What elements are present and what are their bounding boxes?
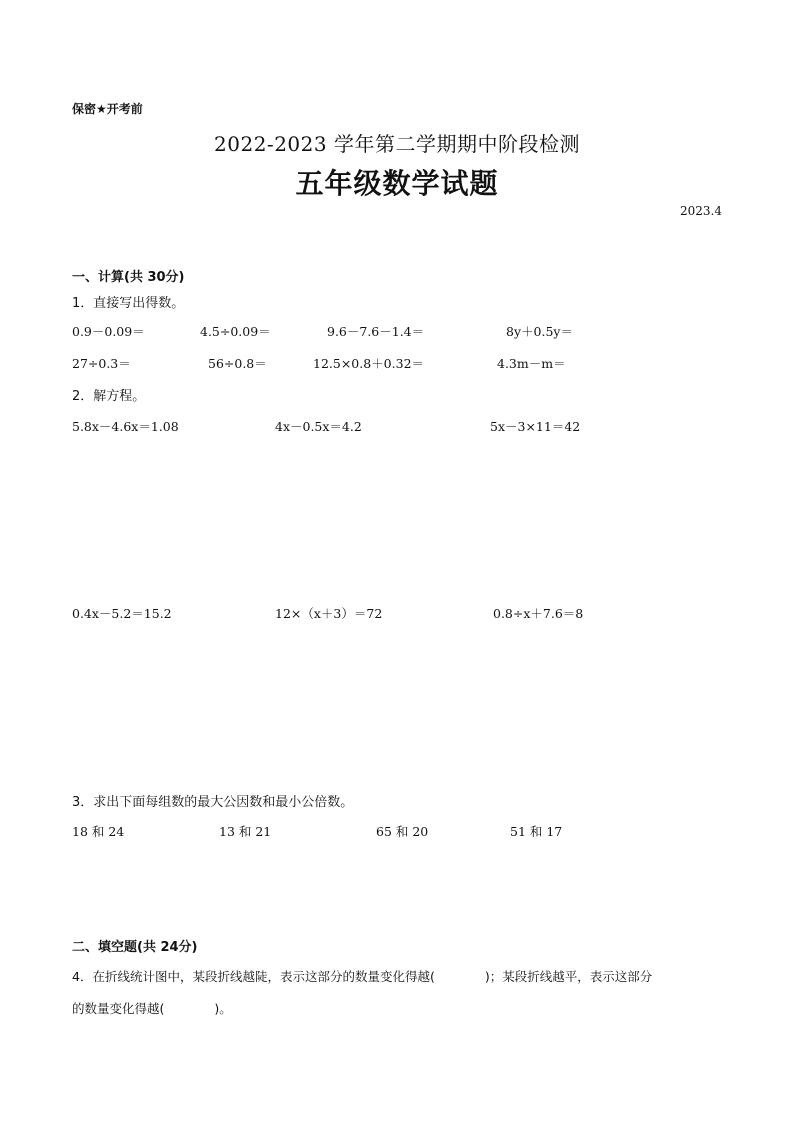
q3-prompt: 3．求出下面每组数的最大公因数和最小公倍数。 — [72, 795, 354, 810]
q1-item: 4.3m－m＝ — [497, 356, 566, 371]
exam-subtitle: 五年级数学试题 — [295, 167, 499, 200]
q1-item: 9.6－7.6－1.4＝ — [327, 324, 425, 339]
q4-line1: 4．在折线统计图中，某段折线越陡，表示这部分的数量变化得越( )；某段折线越平，表示这部分 — [72, 969, 653, 984]
q2-equation: 0.4x－5.2＝15.2 — [72, 606, 172, 621]
q2-equation: 0.8÷x＋7.6＝8 — [493, 606, 584, 621]
confidential-label: 保密★开考前 — [72, 102, 143, 116]
q3-pair: 65 和 20 — [376, 824, 429, 839]
q2-equation: 5x－3×11＝42 — [490, 419, 581, 434]
q2-equation: 12×（x＋3）＝72 — [275, 606, 383, 621]
section1-heading: 一、计算(共 30分) — [72, 270, 185, 285]
q1-item: 8y＋0.5y＝ — [506, 324, 573, 339]
q3-pair: 13 和 21 — [219, 824, 272, 839]
q3-pair: 18 和 24 — [72, 824, 125, 839]
q1-item: 27÷0.3＝ — [72, 356, 131, 371]
q1-item: 12.5×0.8＋0.32＝ — [313, 356, 425, 371]
q2-equation: 5.8x－4.6x＝1.08 — [72, 419, 179, 434]
q1-prompt: 1．直接写出得数。 — [72, 296, 185, 311]
q1-item: 4.5÷0.09＝ — [200, 324, 271, 339]
q2-equation: 4x－0.5x＝4.2 — [275, 419, 362, 434]
q1-item: 0.9－0.09＝ — [72, 324, 145, 339]
q2-prompt: 2．解方程。 — [72, 389, 146, 404]
q1-item: 56÷0.8＝ — [208, 356, 267, 371]
exam-date: 2023.4 — [680, 204, 722, 218]
section2-heading: 二、填空题(共 24分) — [72, 940, 198, 955]
q3-pair: 51 和 17 — [510, 824, 563, 839]
q4-line2: 的数量变化得越( )。 — [72, 1001, 232, 1016]
exam-title: 2022-2023 学年第二学期期中阶段检测 — [214, 132, 580, 156]
